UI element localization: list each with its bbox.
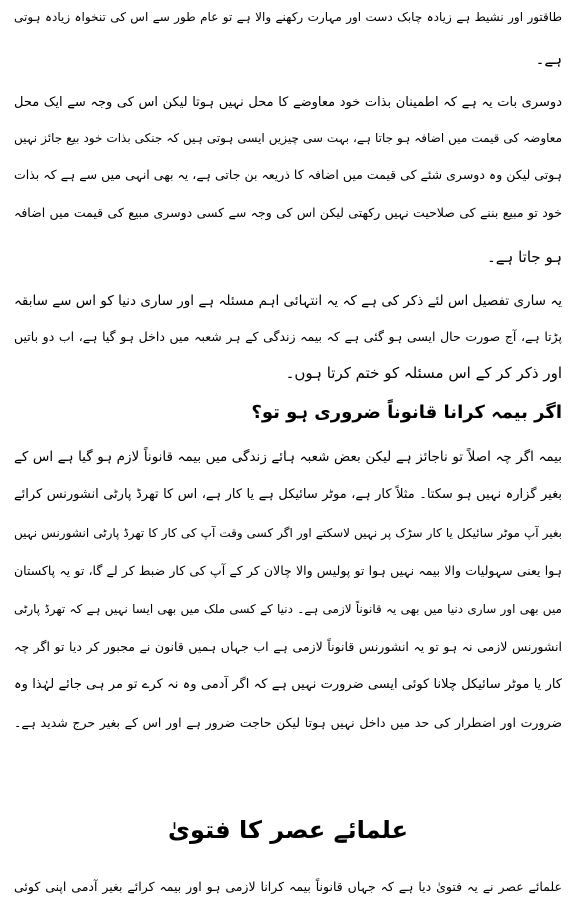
paragraph-4-line-4: ہوا یعنی سہولیات والا بیمہ نہیں ہوا تو پولیس والا چالان کر کے آپ کی کار ضبط کر لے گا، تو یہ پاکستان	[14, 563, 562, 578]
paragraph-4-line-6: انشورنس لازمی نہ ہو تو یہ انشورنس قانوناً لازمی ہے اب جہاں ہمیں قانون نے مجبور کر دیا تو اگر چہ	[14, 639, 562, 654]
paragraph-2-line-3: ہوتی لیکن وہ دوسری شئے کی قیمت میں اضافہ کا ذریعہ بن جاتی ہے، یہ بھی انہی میں سے ہے کہ بذات	[14, 167, 562, 182]
section-heading: اگر بیمہ کرانا قانوناً ضروری ہو تو؟	[251, 402, 562, 423]
paragraph-2-line-4: خود تو مبیع بننے کی صلاحیت نہیں رکھتی لیکن اس کی وجہ سے کسی دوسری مبیع کی قیمت میں اضافہ	[14, 205, 562, 220]
paragraph-3-line-1: یہ ساری تفصیل اس لئے ذکر کی ہے کہ یہ انتہائی اہم مسئلہ ہے اور ساری دنیا کو اس سے سابقہ	[14, 293, 562, 309]
paragraph-2-line-1: دوسری بات یہ ہے کہ اطمینان بذات خود معاوضے کا محل نہیں ہوتا لیکن اس کی وجہ سے ایک محل	[14, 95, 562, 110]
paragraph-1-line-2: ہے۔	[535, 50, 562, 68]
paragraph-4-line-5: میں بھی اور ساری دنیا میں بھی یہ قانوناً لازمی ہے۔ دنیا کے کسی ملک میں بھی ایسا نہیں ہے کہ تھرڈ پارٹی	[14, 602, 562, 616]
paragraph-4-line-7: کار یا موٹر سائیکل چلانا کوئی ایسی ضرورت نہیں ہے کہ اگر آدمی وہ نہ کرے تو مر ہی جائے لہٰذا وہ	[14, 677, 562, 692]
paragraph-4-line-2: بغیر گزارہ نہیں ہو سکتا۔ مثلاً کار ہے، موٹر سائیکل ہے یا کار ہے، اس کا تھرڈ پارٹی انشورنس کرائے	[14, 487, 562, 502]
paragraph-3-line-3: اور ذکر کر کے اس مسئلہ کو ختم کرتا ہوں۔	[285, 364, 562, 382]
paragraph-4-line-1: بیمہ اگر چہ اصلاً تو ناجائز ہے لیکن بعض شعبہ ہائے زندگی میں بیمہ قانوناً لازم ہو گیا ہے اس کے	[14, 449, 562, 465]
paragraph-5-line-1: علمائے عصر نے یہ فتویٰ دیا ہے کہ جہاں قانوناً بیمہ کرانا لازمی ہو اور بیمہ کرائے بغیر آدمی اپنی کوئی	[14, 879, 562, 894]
paragraph-2-line-5: ہو جاتا ہے۔	[486, 248, 562, 266]
paragraph-2-line-2: معاوضہ کی قیمت میں اضافہ ہو جاتا ہے، بہت سی چیزیں ایسی ہوتی ہیں کہ جنکی بذات خود بیع جائز نہیں	[14, 131, 562, 145]
paragraph-4-line-3: بغیر آپ موٹر سائیکل یا کار سڑک پر نہیں لاسکتے اور اگر کسی وقت آپ کی کار کا تھرڈ پارٹی انشورنس نہیں	[14, 526, 562, 540]
paragraph-3-line-2: پڑتا ہے، آج صورت حال ایسی ہو گئی ہے کہ بیمہ زندگی کے ہر شعبہ میں داخل ہو گیا ہے، اب دو باتیں	[14, 329, 562, 344]
paragraph-4-line-8: ضرورت اور اضطرار کی حد میں داخل نہیں ہوتا لیکن حاجت ضرور ہے اور اس کے بغیر حرج شدید ہے۔	[14, 715, 562, 730]
paragraph-1-line-1: طاقتور اور نشیط ہے زیادہ چابک دست اور مہارت رکھنے والا ہے تو عام طور سے اس کی تنخواہ زیادہ ہوتی	[14, 10, 562, 24]
main-heading: علمائے عصر کا فتویٰ	[168, 816, 408, 844]
